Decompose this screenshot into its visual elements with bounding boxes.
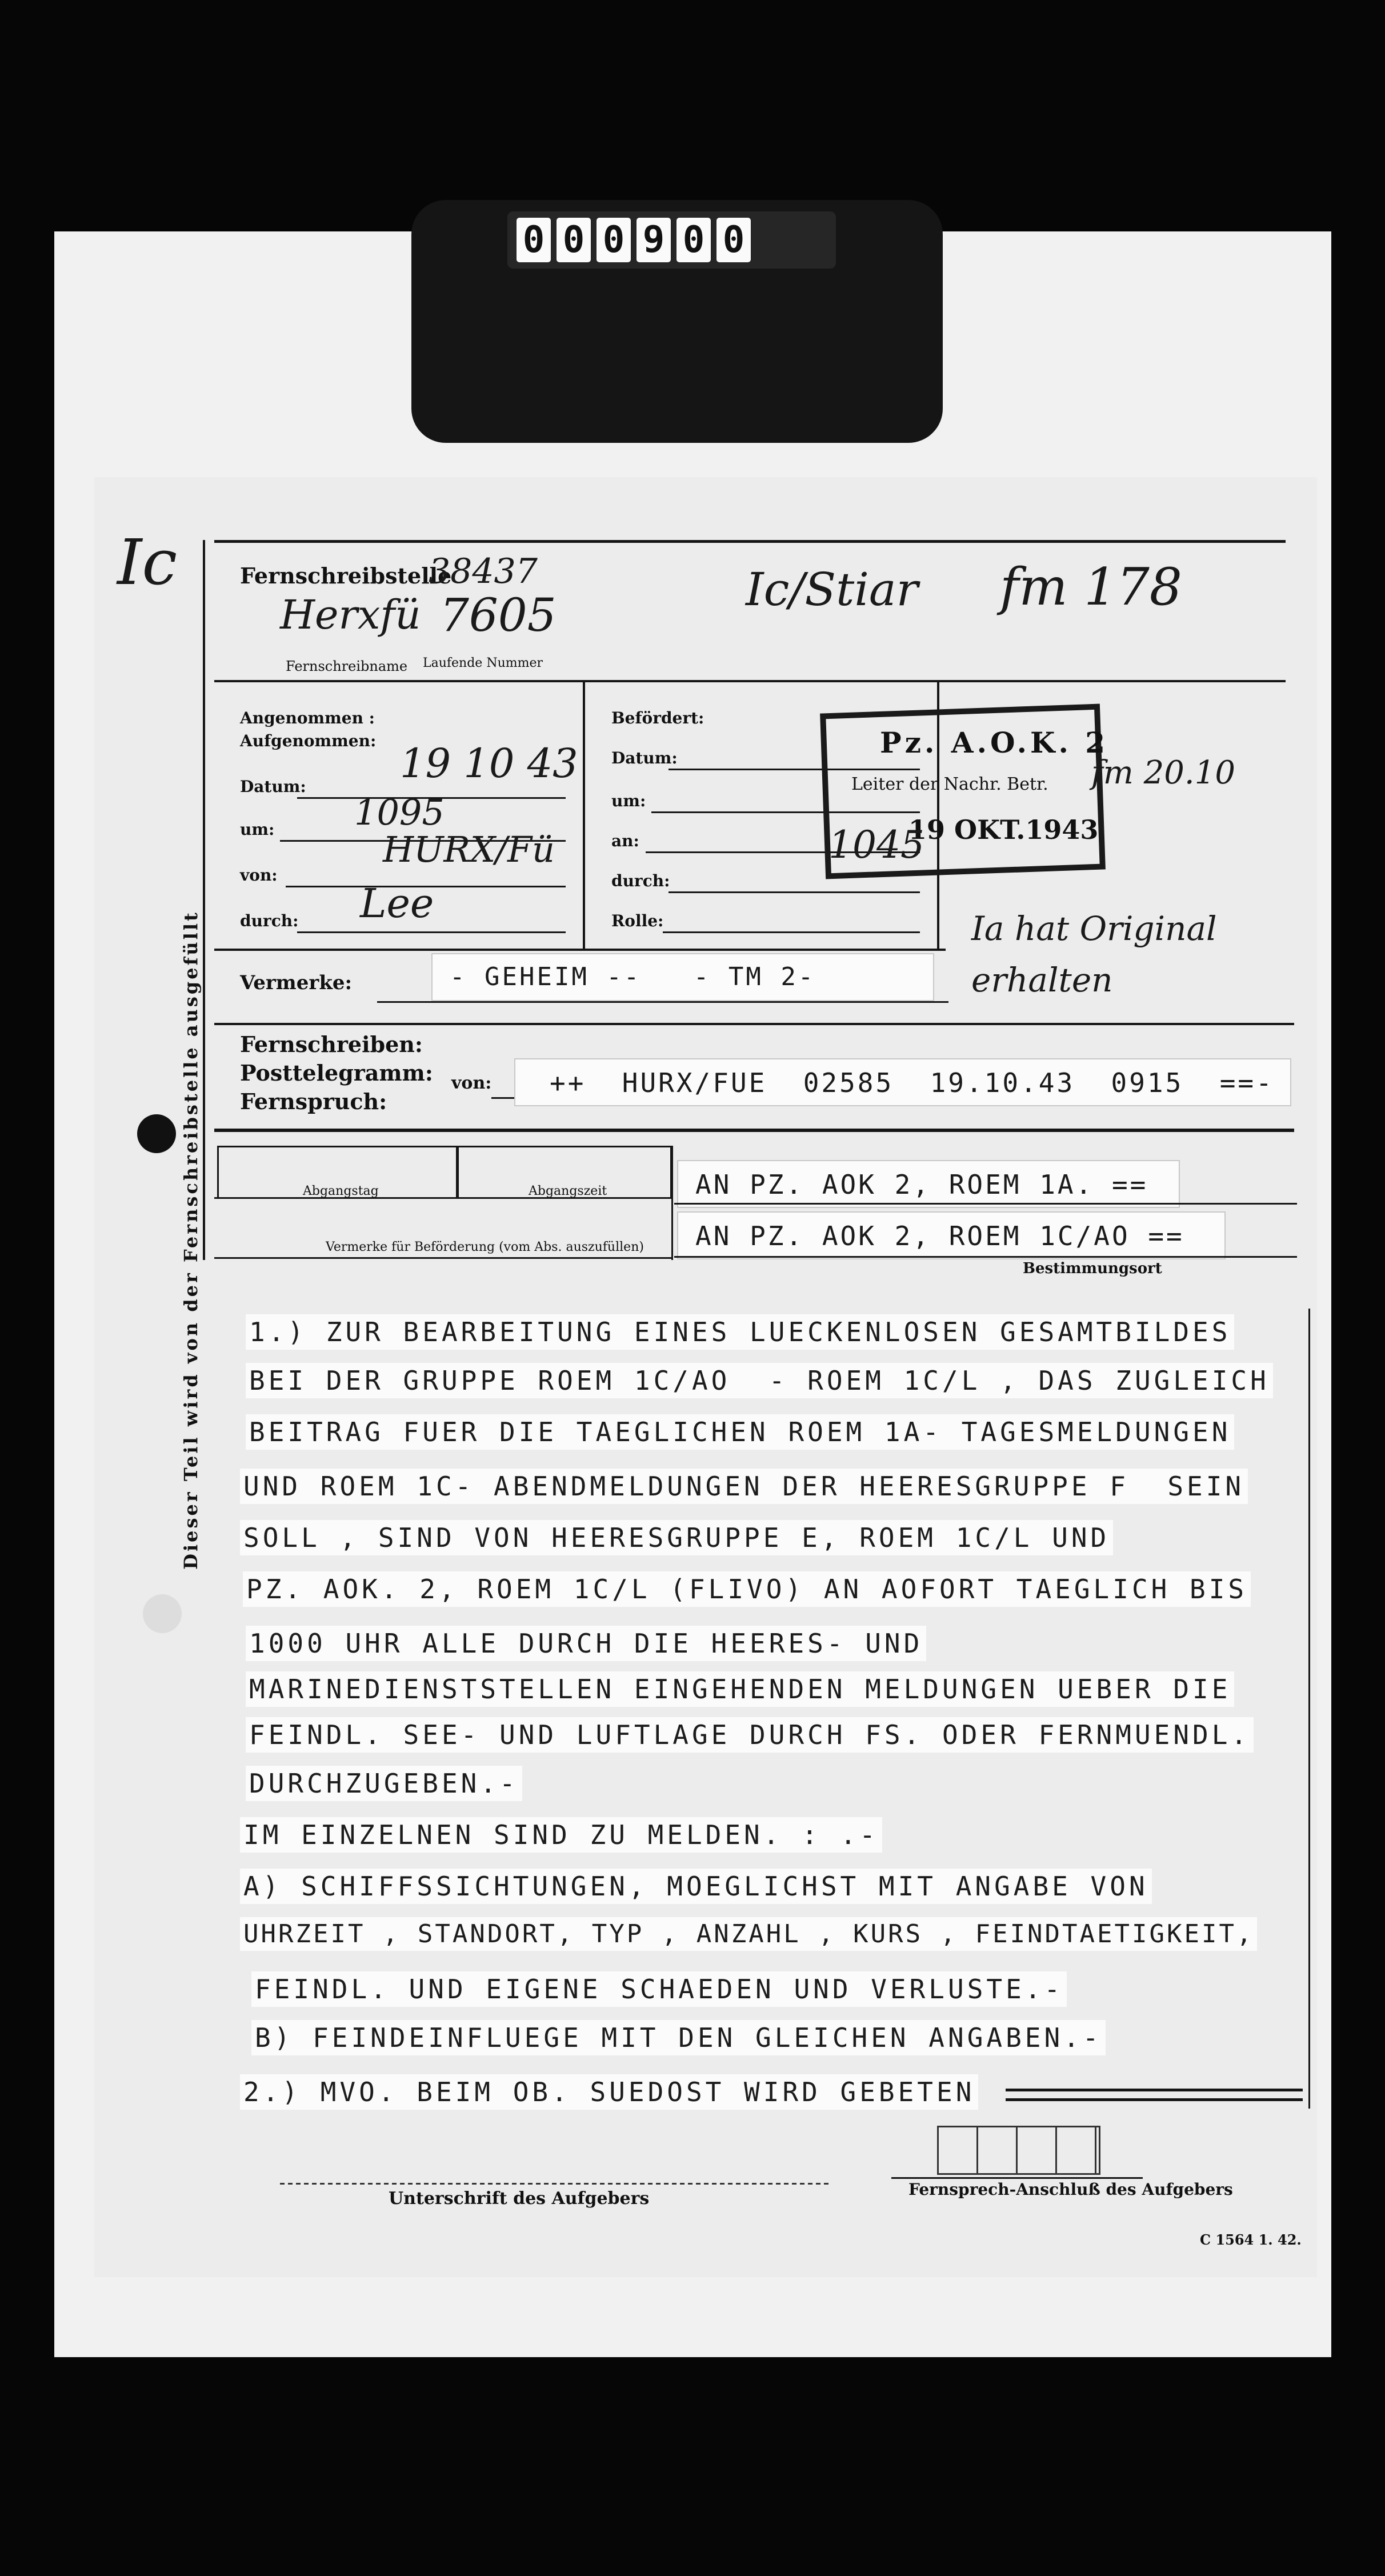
message-line: MARINEDIENSTSTELLEN EINGEHENDEN MELDUNGEN UEBER DIE	[246, 1671, 1234, 1707]
punch-hole	[137, 1114, 176, 1153]
rule	[674, 1256, 1297, 1258]
rule	[214, 1023, 1294, 1025]
handwritten-right-note-1: fm 20.10	[1091, 754, 1235, 791]
form-number: C 1564 1. 42.	[1200, 2231, 1302, 2248]
handwritten-ic-topleft: Ic	[117, 526, 178, 599]
message-line: B) FEINDEINFLUEGE MIT DEN GLEICHEN ANGABEN.-	[251, 2020, 1106, 2055]
signature-line	[280, 2183, 828, 2185]
message-line: FEINDL. UND EIGENE SCHAEDEN UND VERLUSTE.-	[251, 1971, 1067, 2007]
stamp-date: 19 OKT.1943	[908, 814, 1099, 845]
message-line: 1.) ZUR BEARBEITUNG EINES LUECKENLOSEN GESAMTBILDES	[246, 1314, 1234, 1350]
handwritten-header-right: fm 178	[1000, 557, 1183, 617]
label-aufgenommen: Aufgenommen:	[240, 731, 377, 750]
handwritten-header-mid: Ic/Stiar	[746, 563, 918, 616]
counter-digit: 0	[517, 218, 551, 262]
rule	[663, 931, 920, 933]
rule	[214, 1129, 1294, 1132]
rule	[1308, 1309, 1310, 2109]
label-um: um:	[240, 820, 275, 839]
handwritten-running-number: 7605	[440, 589, 557, 642]
label-fernschreibname: Fernschreibname	[286, 658, 408, 674]
message-line: SOLL , SIND VON HEERESGRUPPE E, ROEM 1C/L UND	[240, 1520, 1113, 1555]
label-fernsprech-anschluss: Fernsprech-Anschluß des Aufgebers	[908, 2180, 1233, 2199]
label-um-2: um:	[611, 791, 646, 810]
message-line: 1000 UHR ALLE DURCH DIE HEERES- UND	[246, 1626, 926, 1661]
rule	[669, 891, 920, 893]
label-an: an:	[611, 831, 639, 850]
tape-vermerke: - GEHEIM -- - TM 2-	[431, 953, 934, 1001]
label-unterschrift: Unterschrift des Aufgebers	[389, 2189, 650, 2209]
message-line: 2.) MVO. BEIM OB. SUEDOST WIRD GEBETEN	[240, 2074, 978, 2110]
phone-connection-boxes	[937, 2126, 1100, 2175]
label-rolle: Rolle:	[611, 911, 664, 930]
side-margin-rule	[203, 540, 205, 1260]
rule	[674, 1203, 1297, 1205]
rule	[214, 949, 946, 951]
tape-header-line: ++ HURX/FUE 02585 19.10.43 0915 ==-	[514, 1058, 1291, 1106]
rule	[583, 681, 585, 950]
rule	[671, 1146, 673, 1260]
punch-hole	[143, 1594, 182, 1633]
rule	[1006, 2089, 1303, 2091]
handwritten-durch: Lee	[360, 880, 434, 927]
label-bestimmungsort: Bestimmungsort	[1023, 1260, 1162, 1277]
rule	[1006, 2098, 1303, 2101]
counter-digit: 0	[557, 218, 591, 262]
counter-digit: 9	[637, 218, 671, 262]
label-durch-2: durch:	[611, 871, 670, 890]
rule	[214, 680, 1286, 682]
message-line: IM EINZELNEN SIND ZU MELDEN. : .-	[240, 1817, 882, 1853]
message-line: BEITRAG FUER DIE TAEGLICHEN ROEM 1A- TAGESMELDUNGEN	[246, 1414, 1234, 1450]
stamp-office: Leiter der Nachr. Betr.	[851, 774, 1048, 794]
handwritten-von: HURX/Fü	[383, 829, 555, 870]
handwritten-stamp-time: 1045	[828, 823, 924, 867]
handwritten-datum: 19 10 43	[400, 740, 578, 787]
rule	[214, 1257, 671, 1259]
handwritten-um: 1095	[354, 791, 445, 833]
label-abgangstag: Abgangstag	[303, 1184, 379, 1198]
label-abgangszeit: Abgangszeit	[529, 1184, 607, 1198]
rule	[297, 931, 566, 933]
handwritten-station: Herxfü	[280, 591, 421, 638]
label-posttelegramm: Posttelegramm:	[240, 1060, 433, 1086]
label-fernschreiben: Fernschreiben:	[240, 1031, 423, 1057]
message-line: A) SCHIFFSSICHTUNGEN, MOEGLICHST MIT ANGABE VON	[240, 1869, 1152, 1904]
label-durch: durch:	[240, 911, 299, 930]
label-datum: Datum:	[240, 777, 306, 796]
label-von: von:	[240, 866, 278, 885]
message-line: PZ. AOK. 2, ROEM 1C/L (FLIVO) AN AOFORT TAEGLICH BIS	[243, 1571, 1251, 1607]
stamp-unit: Pz. A.O.K. 2	[880, 726, 1109, 759]
label-vermerke-befoerderung: Vermerke für Beförderung (vom Abs. auszufüllen)	[326, 1240, 644, 1254]
message-line: FEINDL. SEE- UND LUFTLAGE DURCH FS. ODER FERNMUENDL.	[246, 1717, 1254, 1753]
counter-digit: 0	[597, 218, 631, 262]
label-fernschreibstelle: Fernschreibstelle	[240, 563, 452, 589]
rule	[214, 540, 1286, 543]
tape-destination-2: AN PZ. AOK 2, ROEM 1C/AO ==	[677, 1211, 1226, 1259]
label-von-row: von:	[451, 1073, 492, 1093]
message-line: UHRZEIT , STANDORT, TYP , ANZAHL , KURS , FEINDTAETIGKEIT,	[240, 1917, 1257, 1951]
label-vermerke: Vermerke:	[240, 971, 353, 994]
frame-counter	[507, 211, 836, 269]
handwritten-number: 38437	[429, 551, 538, 591]
message-line: UND ROEM 1C- ABENDMELDUNGEN DER HEERESGRUPPE F SEIN	[240, 1469, 1248, 1504]
message-line: DURCHZUGEBEN.-	[246, 1766, 522, 1801]
counter-digit: 0	[677, 218, 711, 262]
label-angenommen: Angenommen :	[240, 709, 375, 727]
counter-digit: 0	[716, 218, 751, 262]
rule	[891, 2177, 1143, 2179]
handwritten-right-note-2: Ia hat Original erhalten	[971, 909, 1217, 999]
label-laufende-nummer: Laufende Nummer	[423, 656, 543, 670]
tape-destination-1: AN PZ. AOK 2, ROEM 1A. ==	[677, 1160, 1180, 1208]
side-margin-note: Dieser Teil wird von der Fernschreibstelle ausgefüllt	[180, 910, 202, 1570]
label-datum-2: Datum:	[611, 749, 678, 767]
label-befoerdert: Befördert:	[611, 709, 704, 727]
label-fernspruch: Fernspruch:	[240, 1089, 387, 1114]
rule	[377, 1001, 948, 1003]
message-line: BEI DER GRUPPE ROEM 1C/AO - ROEM 1C/L , DAS ZUGLEICH	[246, 1363, 1273, 1398]
